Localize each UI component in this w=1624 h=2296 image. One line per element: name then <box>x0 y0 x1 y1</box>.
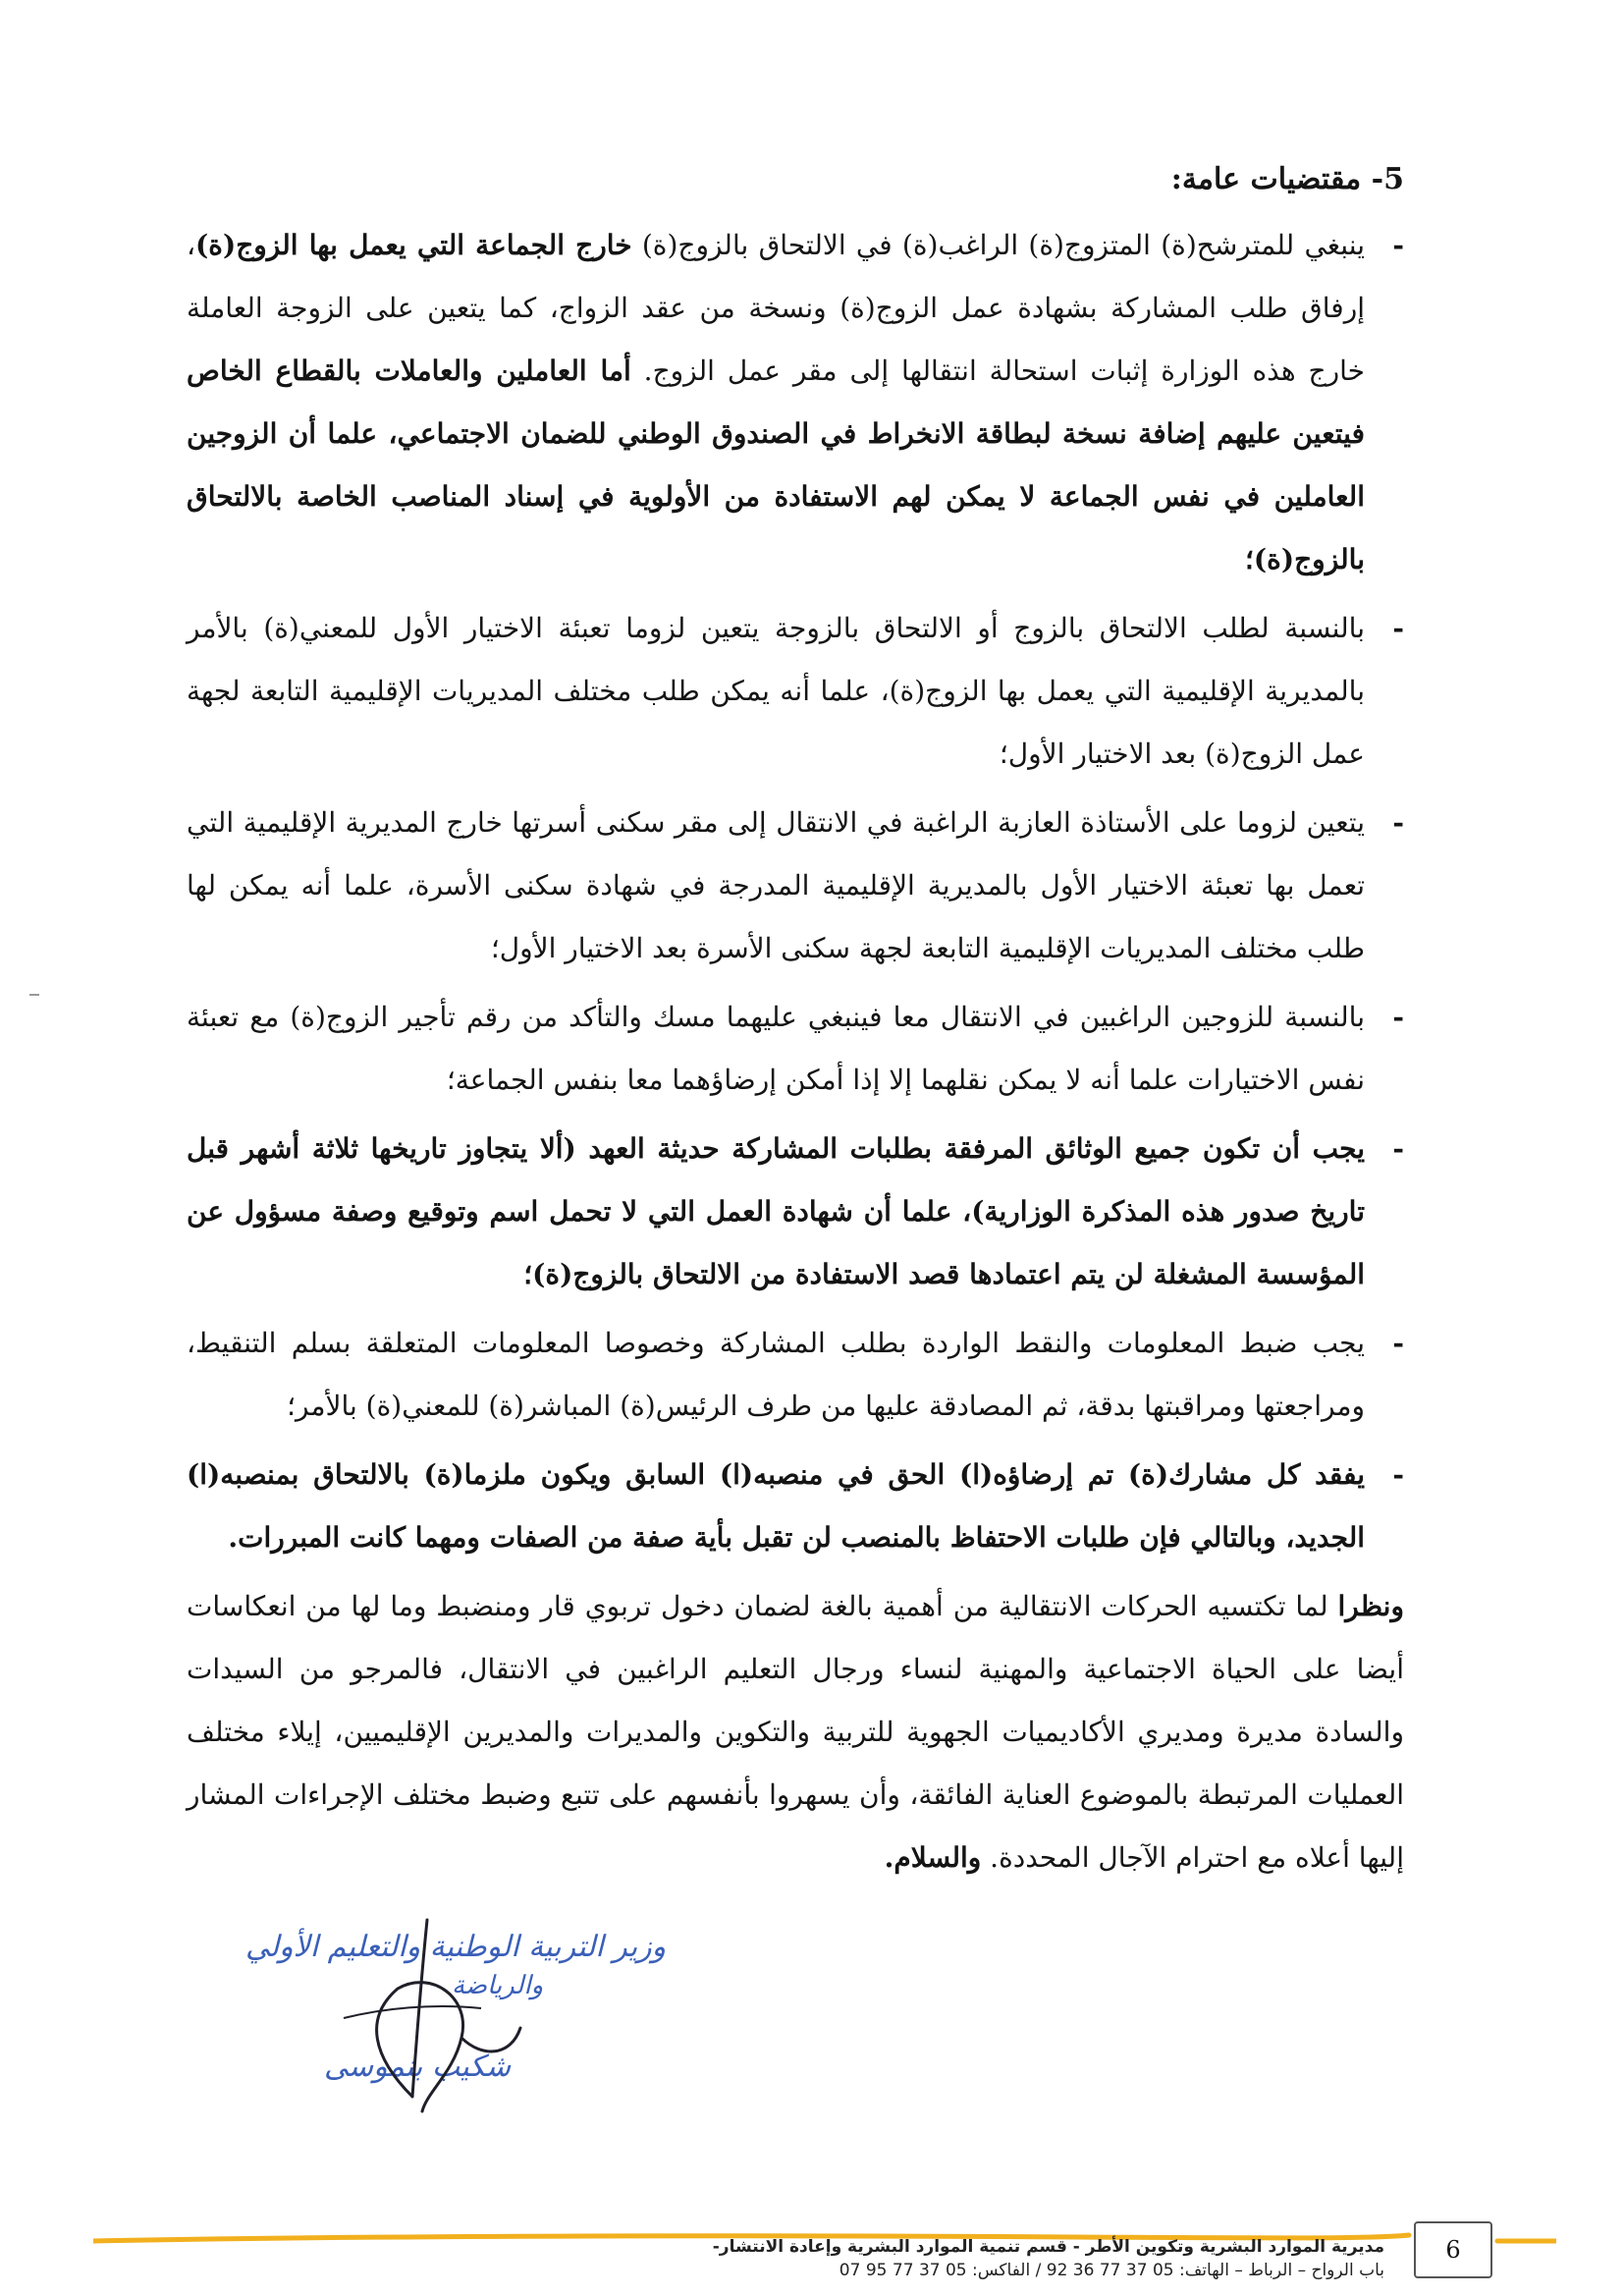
bullet-paragraph <box>187 792 1404 980</box>
document-body <box>187 162 1404 1889</box>
page-number-box <box>1414 2221 1492 2278</box>
signature-block <box>226 1910 736 2126</box>
footer-address <box>501 2235 1384 2282</box>
footer-line2: باب الرواح – الرباط – الهاتف: 05 37 77 36 92 / الفاكس: 05 37 77 95 07 <box>839 2261 1384 2280</box>
signature-title-line2: والرياضة <box>452 1971 544 2000</box>
paragraph-text: ، إرفاق طلب المشاركة بشهادة عمل الزوج(ة) ونسخة من عقد الزواج، كما يتعين على الزوجة العاملة خارج هذه الوزارة إثبات استحالة انتقالها إلى مقر عمل الزوج. <box>187 229 1365 387</box>
bullet-dash: - <box>1392 1458 1404 1491</box>
bullet-dash: - <box>1392 229 1404 261</box>
bullet-dash: - <box>1392 1001 1404 1033</box>
handwritten-signature-icon <box>226 1910 736 2126</box>
paragraph-text: يجب ضبط المعلومات والنقط الواردة بطلب المشاركة وخصوصا المعلومات المتعلقة بسلم التنقيط، ومراجعتها ومراقبتها بدقة، ثم المصادقة عليها من طرف الرئيس(ة) المباشر(ة) للمعني(ة) بالأمر؛ <box>187 1327 1365 1422</box>
paragraph-list <box>187 214 1404 1569</box>
closing-paragraph <box>187 1575 1404 1889</box>
bullet-dash: - <box>1392 1132 1404 1165</box>
paragraph-text: يتعين لزوما على الأستاذة العازبة الراغبة في الانتقال إلى مقر سكنى أسرتها خارج المديرية الإقليمية التي تعمل بها تعبئة الاختيار الأول بالمديرية الإقليمية المدرجة في شهادة سكنى الأسرة، علما أنه يمكن لها طلب مختلف المديريات الإقليمية التابعة لجهة سكنى الأسرة بعد الاختيار الأول؛ <box>187 806 1365 964</box>
bullet-paragraph <box>187 1118 1404 1306</box>
signature-name: شكيب بنموسى <box>324 2050 512 2084</box>
bullet-dash: - <box>1392 1327 1404 1359</box>
closing-lead: ونظرا <box>1337 1590 1404 1622</box>
paragraph-text: يفقد كل مشارك(ة) تم إرضاؤه(ا) الحق في منصبه(ا) السابق ويكون ملزما(ة) بالالتحاق بمنصبه(ا) الجديد، وبالتالي فإن طلبات الاحتفاظ بالمنصب لن تقبل بأية صفة من الصفات ومهما كانت المبررات. <box>187 1458 1365 1554</box>
paragraph-text: أما العاملين والعاملات بالقطاع الخاص فيتعين عليهم إضافة نسخة لبطاقة الانخراط في الصندوق الوطني للضمان الاجتماعي، علما أن الزوجين العاملين في نفس الجماعة لا يمكن لهم الاستفادة من الأولوية في إسناد المناصب الخاصة بالالتحاق بالزوج(ة)؛ <box>187 355 1365 575</box>
bullet-dash: - <box>1392 806 1404 839</box>
signature-title-line1: وزير التربية الوطنية والتعليم الأولي <box>245 1930 667 1964</box>
bullet-paragraph <box>187 1312 1404 1438</box>
section-heading: 5- مقتضيات عامة: <box>1170 162 1404 196</box>
closing-text: لما تكتسيه الحركات الانتقالية من أهمية بالغة لضمان دخول تربوي قار ومنضبط وما لها من انعكاسات أيضا على الحياة الاجتماعية والمهنية لنساء ورجال التعليم الراغبين في الانتقال، فالمرجو من السيدات والسادة مديرة ومديري الأكاديميات الجهوية للتربية والتكوين والمديرات والمديرين الإقليميين، إيلاء مختلف العمليات المرتبطة بالموضوع العناية الفائقة، وأن يسهروا بأنفسهم على تتبع وضبط مختلف الإجراءات المشار إليها أعلاه مع احترام الآجال المحددة. <box>187 1590 1404 1874</box>
paragraph-text: ينبغي للمترشح(ة) المتزوج(ة) الراغب(ة) في الالتحاق بالزوج(ة) <box>631 229 1365 261</box>
bullet-paragraph <box>187 986 1404 1112</box>
paragraph-text: بالنسبة للزوجين الراغبين في الانتقال معا فينبغي عليهما مسك والتأكد من رقم تأجير الزوج(ة) مع تعبئة نفس الاختيارات علما أنه لا يمكن نقلهما إلا إذا أمكن إرضاؤهما معا بنفس الجماعة؛ <box>187 1001 1365 1096</box>
closing-end: والسلام. <box>884 1841 982 1874</box>
bullet-dash: - <box>1392 612 1404 644</box>
bullet-paragraph <box>187 214 1404 591</box>
paragraph-text: بالنسبة لطلب الالتحاق بالزوج أو الالتحاق بالزوجة يتعين لزوما تعبئة الاختيار الأول للمعني(ة) بالأمر بالمديرية الإقليمية التي يعمل بها الزوج(ة)، علما أنه يمكن طلب مختلف المديريات الإقليمية التابعة لجهة عمل الزوج(ة) بعد الاختيار الأول؛ <box>187 612 1365 770</box>
bullet-paragraph <box>187 1444 1404 1569</box>
footer-line1: مديرية الموارد البشرية وتكوين الأطر - قسم تنمية الموارد البشرية وإعادة الانتشار- <box>712 2237 1384 2257</box>
margin-mark <box>29 994 39 996</box>
paragraph-text: خارج الجماعة التي يعمل بها الزوج(ة) <box>195 229 632 261</box>
page-number: 6 <box>1445 2236 1461 2264</box>
paragraph-text: يجب أن تكون جميع الوثائق المرفقة بطلبات المشاركة حديثة العهد (ألا يتجاوز تاريخها ثلاثة أشهر قبل تاريخ صدور هذه المذكرة الوزارية)، علما أن شهادة العمل التي لا تحمل اسم وتوقيع وصفة مسؤول عن المؤسسة المشغلة لن يتم اعتمادها قصد الاستفادة من الالتحاق بالزوج(ة)؛ <box>187 1132 1365 1290</box>
bullet-paragraph <box>187 597 1404 786</box>
